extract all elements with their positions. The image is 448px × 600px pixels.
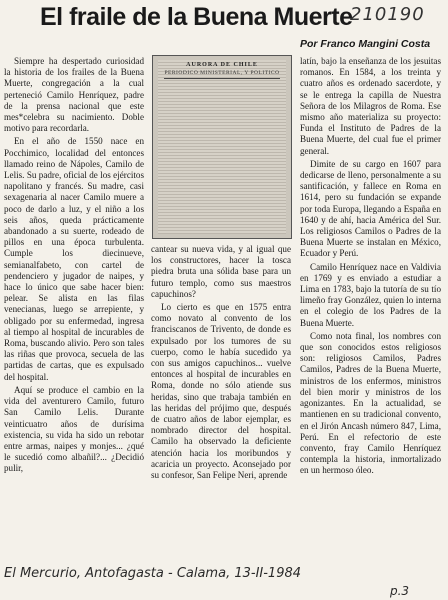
column-paragraph: Como nota final, los nombres con que son conocidos estos religiosos son: religiosos Camilos, Padres Camilos, Padres de la Buena Muerte, ministros de los enfermos, ministros del bien morir y ministros de los agonizantes. En la actualidad, se mantienen en su tradicional convento, en el Jirón Ancash número 847, Lima, Perú. En el refectorio de este convento, fray Camilo Henríquez contempla la historia, inmortalizado en un hermoso óleo. (300, 330, 441, 476)
plate-subtitle: PERIODICO MINISTERIAL, Y POLITICO (164, 70, 280, 76)
handwritten-number: 210190 (350, 4, 425, 25)
article-byline: Por Franco Mangini Costa (300, 38, 431, 50)
column-paragraph: En el año de 1550 nace en Pocchimico, localidad del entonces llamado reino de Nápoles, Camilo de Lelis. Su padre, oficial de los ejércitos napolitano y francés. Su madre, casi sexagenaria al nacer Camilo muere a poco de darlo a luz, y el niño a los seis años, queda prácticamente abandonado a su suerte, rodeado de pillos en una época turbulenta. Cumple los diecinueve, semianalfabeto, con cartel de pendenciero y jugador de naipes, y hace lo único que sabe hacer bien: pelear. Se alista en las filas venecianas, luego se arrepiente, y obligado por su enfermedad, ingresa al tiempo al hospital de incurables de Roma, buscando alivio. Pero son tales las riñas que provoca, secuela de las partidas de cartas, que es expulsado del hospital. (4, 136, 144, 382)
column-paragraph: cantear su nueva vida, y al igual que los constructores, hacer la tosca piedra bruta una sólida base para un futuro templo, como sus maestros capuchinos? (151, 244, 291, 299)
column-paragraph: Camilo Henríquez nace en Valdivia en 1769 y es enviado a estudiar a Lima en 1783, bajo la tutoría de su tío limeño fray González, quien lo interna en el colegio de los Padres de la Buena Muerte. (300, 261, 441, 328)
column-paragraph: Lo cierto es que en 1575 entra como novato al convento de los franciscanos de Trivento, de donde es expulsado por los tumores de su cuerpo, como le había sucedido ya con sus amigos capuchinos... vuelve entonces al hospital de incurables en Roma, donde no sólo atiende sus heridas, sino que trabaja también en las heridas del prójimo que, después de cuatro años de labor ejemplar, es nombrado director del hospital. Camilo ha observado la deficiente atención hacia los moribundos y acaricia un proyecto. Aconsejado por su confesor, San Felipe Neri, aprende (151, 302, 291, 481)
article-column-1 (4, 56, 144, 477)
newspaper-plate-image (152, 55, 292, 239)
article-column-2 (151, 244, 291, 483)
plate-masthead: AURORA DE CHILE (186, 62, 258, 68)
column-paragraph: Aquí se produce el cambio en la vida del aventurero Camilo, futuro San Camilo Lelis. Durante veinticuatro años de durísima existencia, su vida ha sido un rebotar entre armas, naipes y monjes... ¿qué le sucedió como albañil?... ¿Decidió pulir, (4, 384, 144, 474)
handwritten-source-note: El Mercurio, Antofagasta - Calama, 13-II-1984 (4, 566, 302, 581)
plate-rule (164, 78, 280, 79)
article-title: El fraile de la Buena Muerte (40, 3, 353, 31)
plate-inner (158, 60, 286, 234)
column-paragraph: Dimite de su cargo en 1607 para dedicarse de lleno, personalmente a su santificación, y fallece en Roma en 1614, pero su fundación se expande por toda Europa, llegando a España en 1640 y de ahí, hacia América del Sur. Los religiosos Camilos o Padres de la Buena Muerte se instalan en México, Ecuador y Perú. (300, 158, 441, 259)
column-paragraph: latín, bajo la enseñanza de los jesuitas romanos. En 1584, a los treinta y cuatro años es ordenado sacerdote, y se le entrega la capilla de Nuestra Señora de los Milagros de Roma. Ese mismo año materializa su proyecto: Funda el Instituto de Padres de la Buena Muerte, del cual fue el primer general. (300, 56, 441, 156)
handwritten-page-number: p.3 (390, 584, 410, 598)
article-column-3 (300, 56, 441, 479)
column-paragraph: Siempre ha despertado curiosidad la historia de los frailes de la Buena Muerte, congregación a la cual perteneció Camilo Henríquez, padre de la prensa nacional que este mes*celebra su nacimiento. Doble motivo para recordarla. (4, 56, 144, 134)
